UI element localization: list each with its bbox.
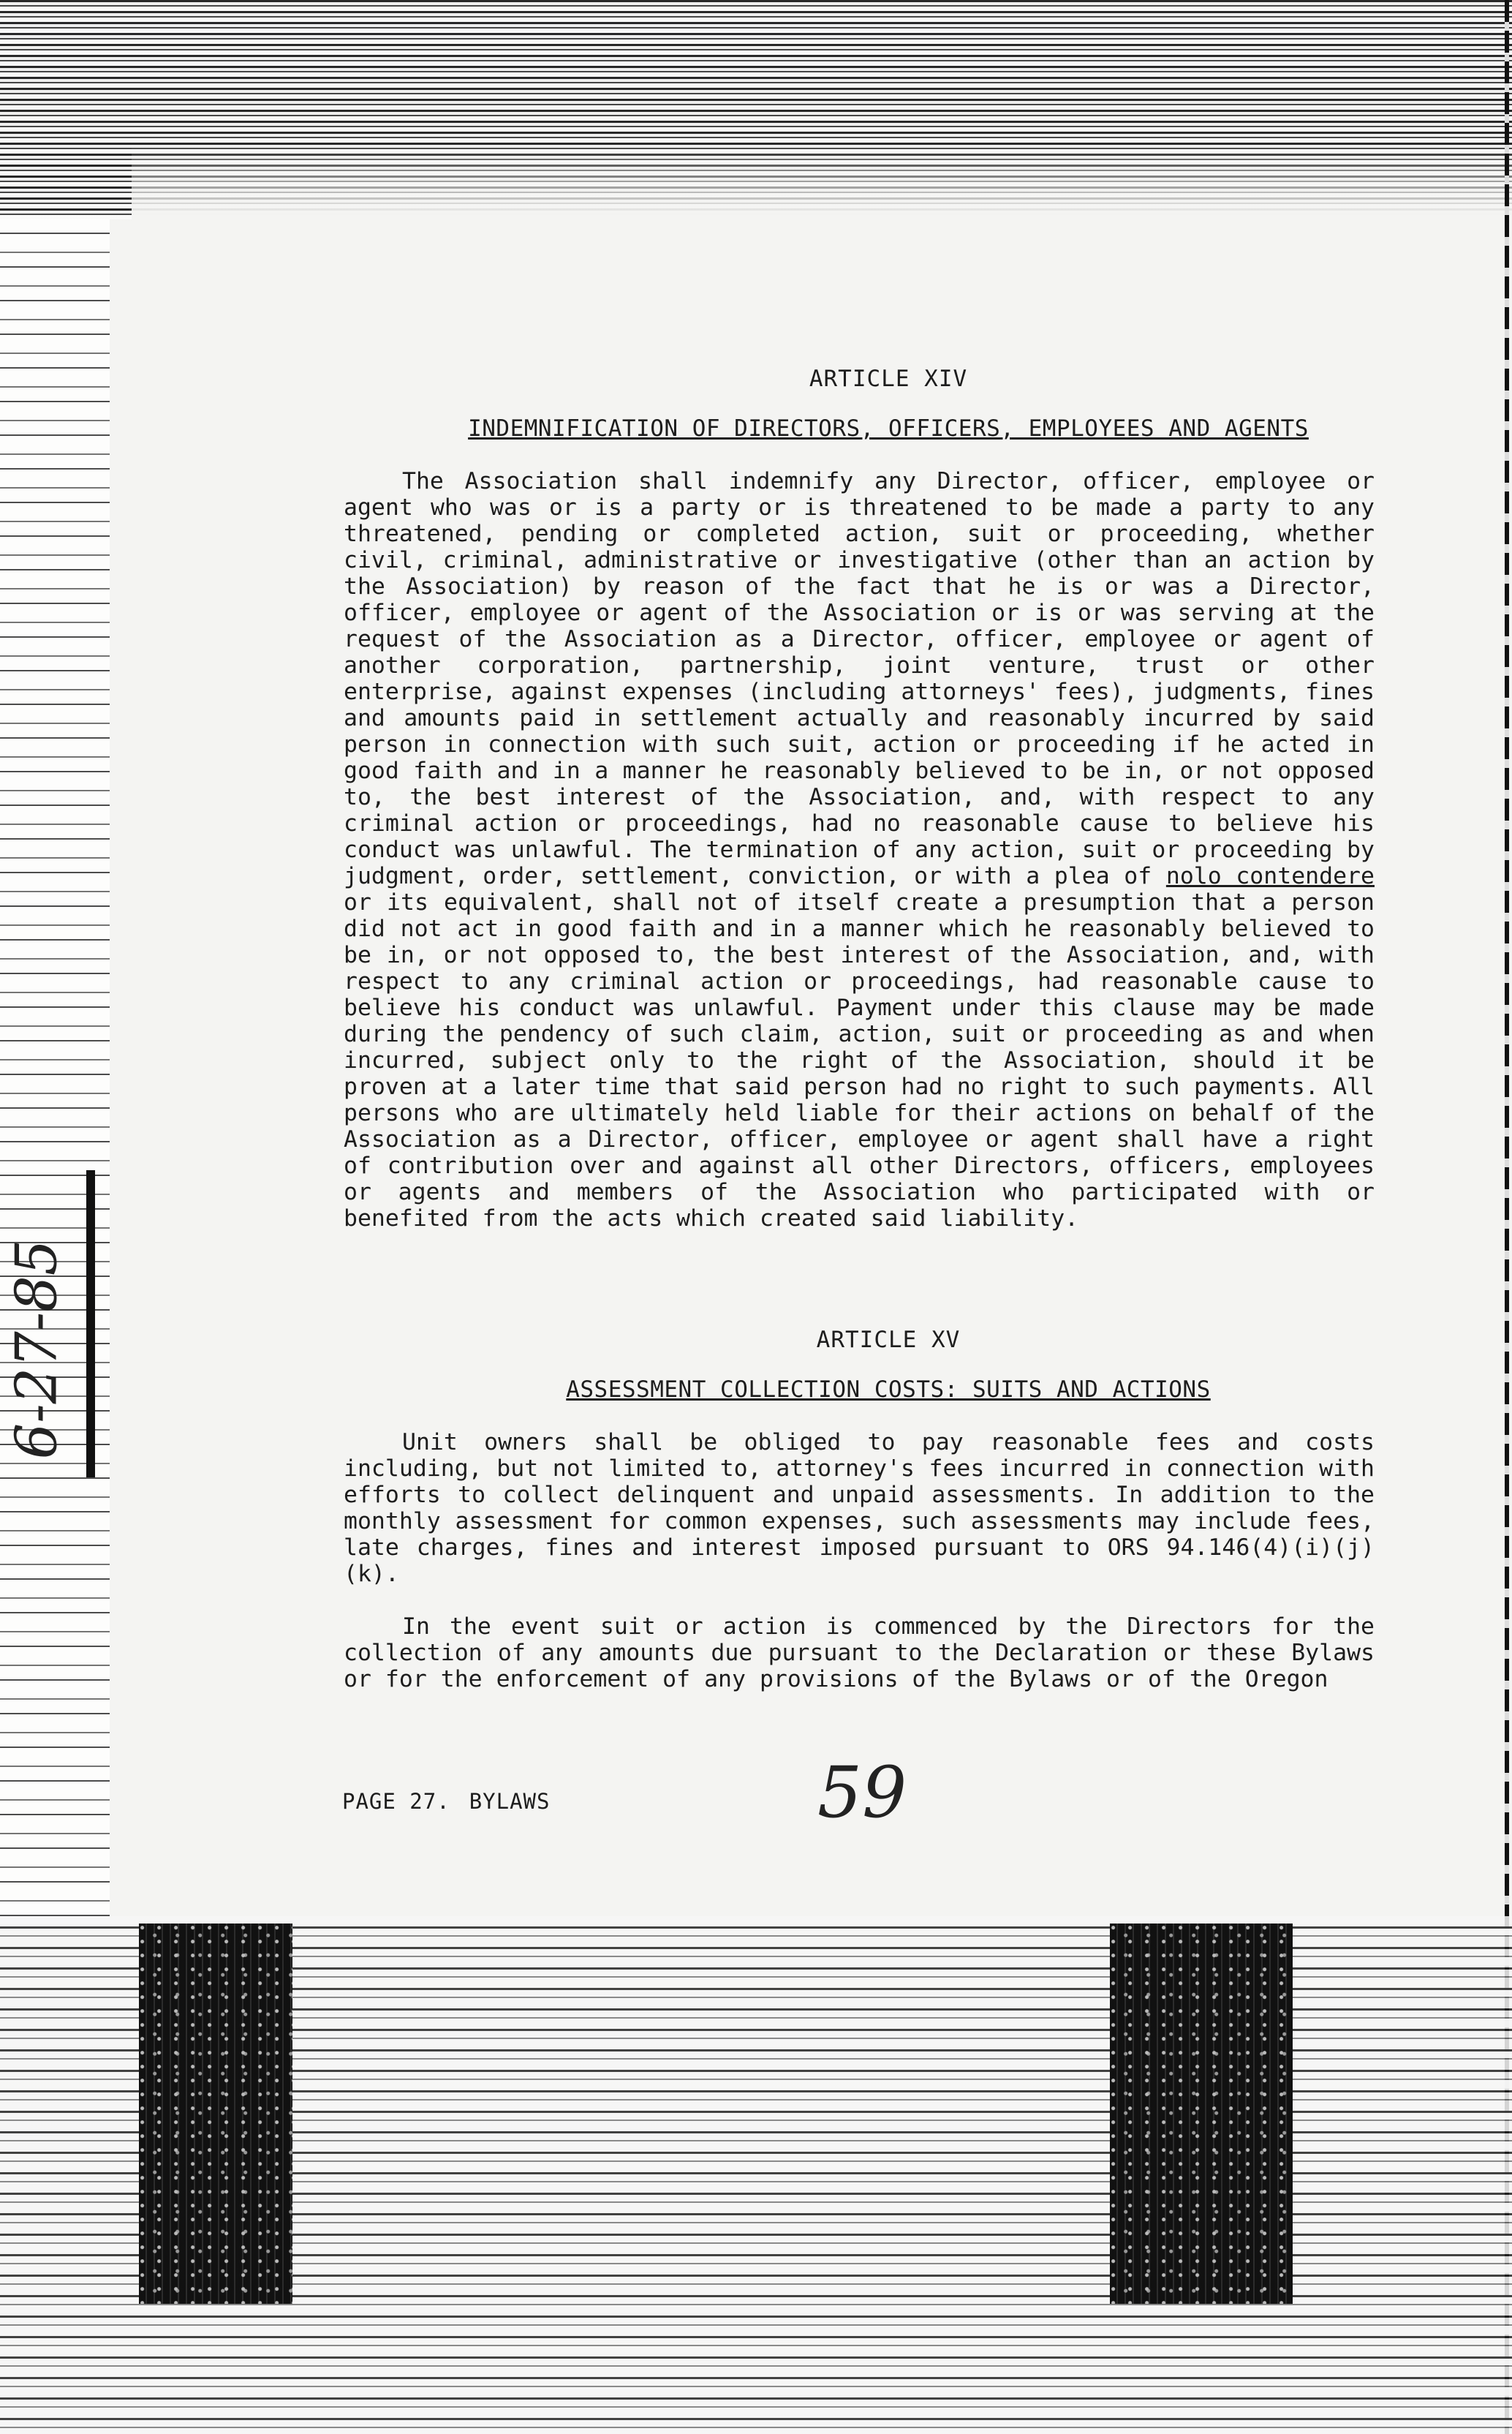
article-xv xyxy=(344,1327,1375,1692)
document-page xyxy=(344,351,1375,1692)
latin-term: nolo contendere xyxy=(1165,863,1375,889)
article-xv-para-1-text: Unit owners shall be obliged to pay reasonable fees and costs including, but not limited to, attorney's fees incurred in connection with efforts to collect delinquent and unpaid assessments. In addition to the monthly assessment for common expenses, such assessments may include fees, late charges, fines and interest imposed pursuant to ORS 94.146(4)(i)(j)(k). xyxy=(344,1429,1375,1587)
article-xiv-body-part1: The Association shall indemnify any Director, officer, employee or agent who was or is a party or is threatened to be made a party to any threatened, pending or completed action, suit or proceeding, whether civil, criminal, administrative or investigative (other than an action by the Association) by reason of the fact that he is or was a Director, officer, employee or agent of the Association or is or was serving at the request of the Association as a Director, officer, employee or agent of another corporation, partnership, joint venture, trust or other enterprise, against expenses (including attorneys' fees), judgments, fines and amounts paid in settlement actually and reasonably incurred by said person in connection with such suit, action or proceeding if he acted in good faith and in a manner he reasonably believed to be in, or not opposed to, the best interest of the Association, and, with respect to any criminal action or proceedings, had no reasonable cause to believe his conduct was unlawful. The termination of any action, suit or proceeding by judgment, order, settlement, conviction, or with a plea of xyxy=(344,468,1375,889)
article-xiv xyxy=(344,366,1375,1232)
margin-date-note xyxy=(4,1199,102,1477)
scan-noise-block-right xyxy=(1110,1924,1293,2304)
document-name: BYLAWS xyxy=(469,1789,551,1814)
article-xv-heading: ASSESSMENT COLLECTION COSTS: SUITS AND ACTIONS xyxy=(566,1376,1211,1403)
scan-noise-block-left xyxy=(139,1924,292,2304)
scan-fade xyxy=(132,146,1512,227)
scan-noise-left-margin xyxy=(0,219,110,1924)
page-number: PAGE 27. xyxy=(342,1789,450,1814)
article-xiv-body-part2: or its equivalent, shall not of itself create a presumption that a person did not act in good faith and in a manner which he reasonably believed to be in, or not opposed to, the best interest of the Association, and, with respect to any criminal action or proceedings, had reasonable cause to believe his conduct was unlawful. Payment under this clause may be made during the pendency of such claim, action, suit or proceeding as and when incurred, subject only to the right of the Association, should it be proven at a later time that said person had no right to such payments. All persons who are ultimately held liable for their actions on behalf of the Association as a Director, officer, employee or agent shall have a right of contribution over and against all other Directors, officers, employees or agents and members of the Association who participated with or benefited from the acts which created said liability. xyxy=(344,889,1375,1232)
article-xiv-heading: INDEMNIFICATION OF DIRECTORS, OFFICERS, EMPLOYEES AND AGENTS xyxy=(468,415,1309,442)
handwritten-page-number: 59 xyxy=(817,1752,907,1834)
article-xv-title: ARTICLE XV xyxy=(816,1327,961,1353)
article-xv-para-1 xyxy=(344,1429,1375,1587)
article-xiv-title: ARTICLE XIV xyxy=(809,366,968,392)
article-xv-para-2 xyxy=(344,1613,1375,1692)
margin-date-text: 6-27-85 xyxy=(4,1239,70,1460)
article-xv-para-2-text: In the event suit or action is commenced by the Directors for the collection of any amounts due pursuant to the Declaration or these Bylaws or for the enforcement of any provisions of the Bylaws or of the Oregon xyxy=(344,1613,1375,1692)
article-xiv-body xyxy=(344,468,1375,1232)
page-footer xyxy=(342,1789,550,1814)
